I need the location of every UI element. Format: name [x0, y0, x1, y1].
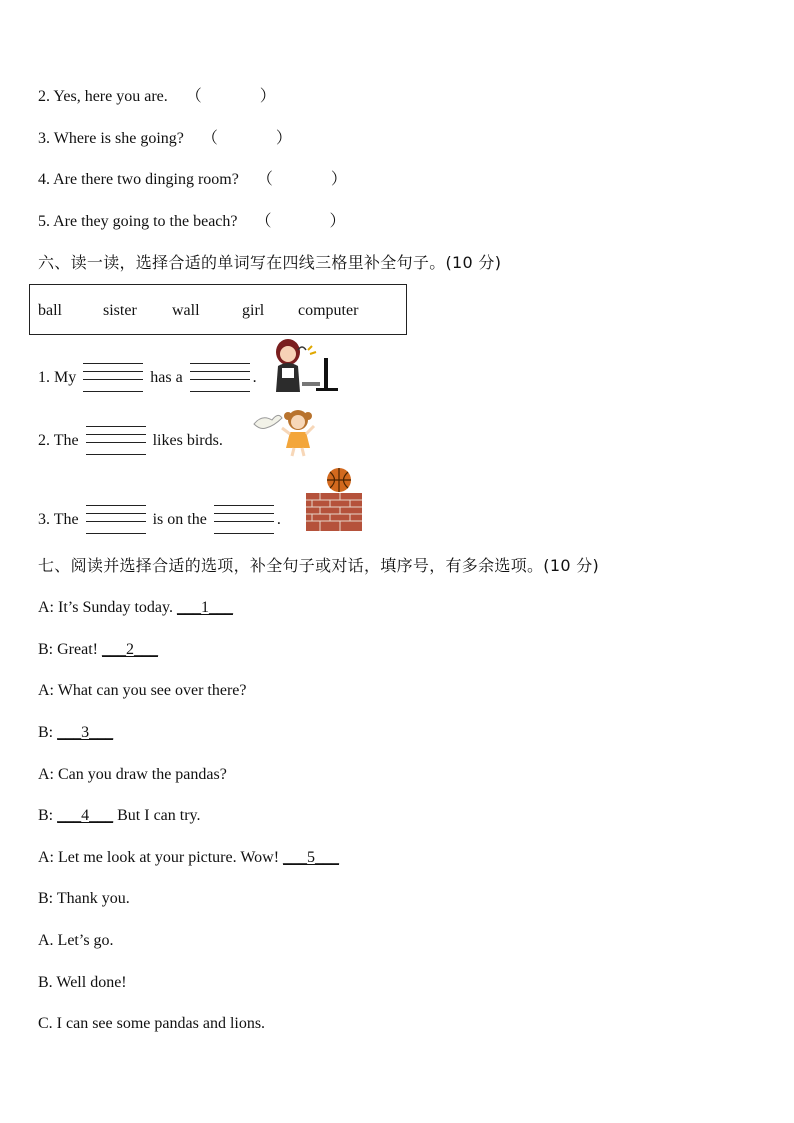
girl-with-bird-picture — [252, 404, 322, 458]
dialog-line-2: B: Great! ___2___ — [38, 641, 158, 658]
option-c: C. I can see some pandas and lions. — [38, 1015, 266, 1032]
answer-blank[interactable]: （ ） — [256, 171, 347, 188]
dialog-line-5: A: Can you draw the pandas? — [38, 766, 227, 783]
dialog-line-1: A: It’s Sunday today. ___1___ — [38, 599, 233, 616]
section-6-heading: 六、读一读，选择合适的单词写在四线三格里补全句子。(10 分) — [38, 253, 502, 272]
dialog-line-4: B: ___3___ — [38, 724, 114, 741]
woman-at-computer-picture — [272, 338, 344, 396]
answer-blank-3[interactable]: ___3___ — [57, 724, 114, 741]
dialog-line-7: A: Let me look at your picture. Wow! ___5___ — [38, 849, 340, 866]
question-5: 5. Are they going to the beach? （ ） — [38, 213, 346, 230]
four-line-blank[interactable] — [190, 362, 250, 394]
four-line-blank[interactable] — [86, 425, 146, 457]
word-sister: sister — [103, 302, 137, 319]
four-line-blank[interactable] — [86, 504, 146, 536]
word-ball: ball — [38, 302, 62, 319]
fill-item-1: 1. My has a . — [38, 362, 257, 394]
fill-item-3: 3. The is on the . — [38, 504, 281, 536]
answer-blank-4[interactable]: ___4___ — [57, 807, 114, 824]
answer-blank-2[interactable]: ___2___ — [101, 641, 158, 658]
answer-blank[interactable]: （ ） — [255, 213, 346, 230]
option-a: A. Let’s go. — [38, 932, 114, 949]
option-b: B. Well done! — [38, 974, 127, 991]
four-line-blank[interactable] — [214, 504, 274, 536]
word-wall: wall — [172, 302, 200, 319]
word-girl: girl — [242, 302, 265, 319]
answer-blank-1[interactable]: ___1___ — [176, 599, 233, 616]
fill-item-2: 2. The likes birds. — [38, 425, 223, 457]
word-bank — [29, 284, 407, 335]
word-computer: computer — [298, 302, 359, 319]
question-3: 3. Where is she going? （ ） — [38, 130, 292, 147]
answer-blank-5[interactable]: ___5___ — [283, 849, 340, 866]
dialog-line-8: B: Thank you. — [38, 890, 130, 907]
ball-on-wall-picture — [306, 467, 364, 533]
dialog-line-6: B: ___4___ But I can try. — [38, 807, 201, 824]
section-7-heading: 七、阅读并选择合适的选项，补全句子或对话，填序号，有多余选项。(10 分) — [38, 556, 600, 575]
question-4: 4. Are there two dinging room? （ ） — [38, 171, 347, 188]
question-2: 2. Yes, here you are. （ ） — [38, 88, 276, 105]
answer-blank[interactable]: （ ） — [185, 88, 276, 105]
four-line-blank[interactable] — [83, 362, 143, 394]
dialog-line-3: A: What can you see over there? — [38, 682, 247, 699]
answer-blank[interactable]: （ ） — [201, 130, 292, 147]
